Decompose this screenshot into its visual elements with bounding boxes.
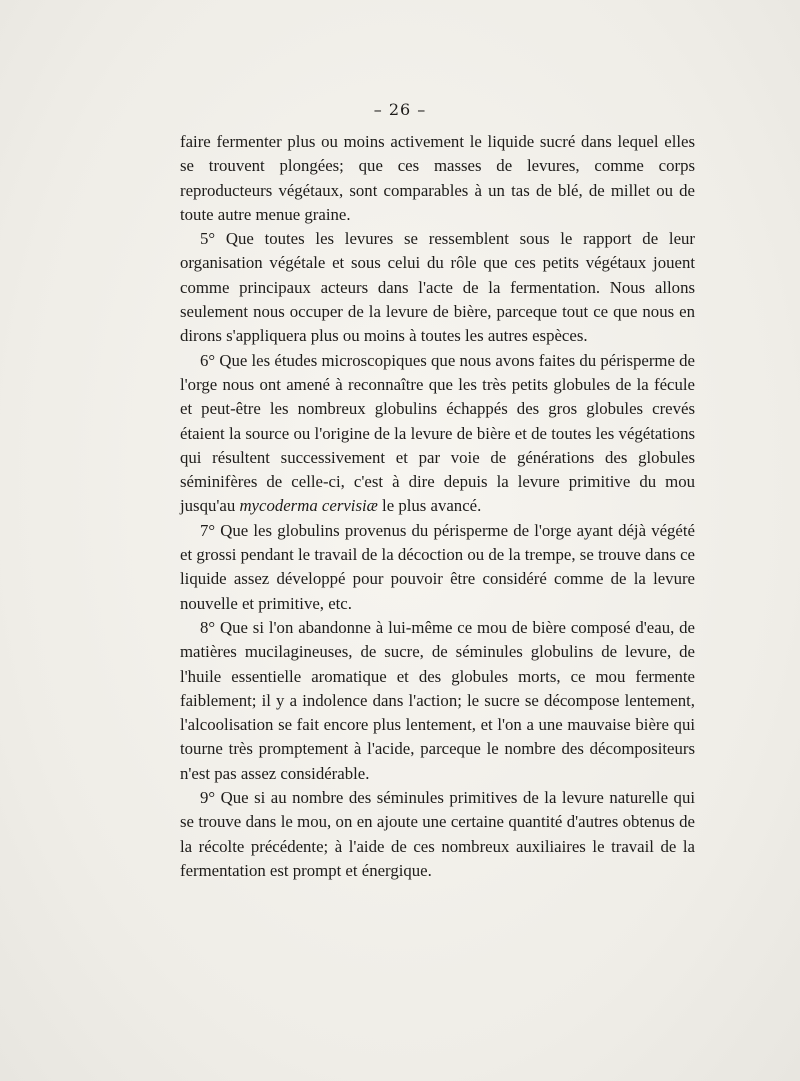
paragraph-6-text: 6° Que les études microscopiques que nous avons faites du périsperme de l'orge nous ont amené à reconnaître que les très petits globules de la fécule et peut-être les nombreux globulins échappés des gros globules crevés étaient la source ou l'origine de la levure de bière et de toutes les végétations qui résultent successivement et par voie de générations des globules séminifères de celle-ci, c'est à dire depuis la levure primitive du mou jusqu'au xyxy=(180,350,695,516)
paragraph-9: 9° Que si au nombre des séminules primitives de la levure naturelle qui se trouve dans le mou, on en ajoute une certaine quantité d'autres obtenus de la récolte précédente; à l'aide de ces nombreux auxiliaires le travail de la fermentation est prompt et énergique. xyxy=(180,788,695,880)
body-text xyxy=(180,130,695,883)
paragraph-continuation: faire fermenter plus ou moins activement le liquide sucré dans lequel elles se trouvent plongées; que ces masses de levures, comme corps reproducteurs végétaux, sont comparables à un tas de blé, de millet ou de toute autre menue graine. xyxy=(180,132,695,224)
italic-term: mycoderma cervisiæ xyxy=(239,496,378,516)
paragraph-6 xyxy=(180,349,695,519)
paragraph-7: 7° Que les globulins provenus du périsperme de l'orge ayant déjà végété et grossi pendant le travail de la décoction ou de la trempe, se trouve dans ce liquide assez développé pour pouvoir être considéré comme de la levure nouvelle et primitive, etc. xyxy=(180,520,695,613)
paragraph-8: 8° Que si l'on abandonne à lui-même ce mou de bière composé d'eau, de matières mucilagineuses, de sucre, de séminules globulins de levure, de l'huile essentielle aromatique et des globules morts, ce mou fermente faiblement; il y a indolence dans l'action; le sucre se décompose lentement, l'alcoolisation se fait encore plus lentement, et l'on a une mauvaise bière qui tourne très promptement à l'acide, parceque le nombre des décompositeurs n'est pas assez considérable. xyxy=(180,617,695,783)
paragraph-5: 5° Que toutes les levures se ressemblent sous le rapport de leur organisation végétale et sous celui du rôle que ces petits végétaux jouent comme principaux acteurs dans l'acte de la fermentation. Nous allons seulement nous occuper de la levure de bière, parceque tout ce que nous en dirons s'appliquera plus ou moins à toutes les autres espèces. xyxy=(180,229,695,346)
paragraph-6-end: le plus avancé. xyxy=(377,496,482,516)
page-number: – 26 – xyxy=(373,100,427,119)
